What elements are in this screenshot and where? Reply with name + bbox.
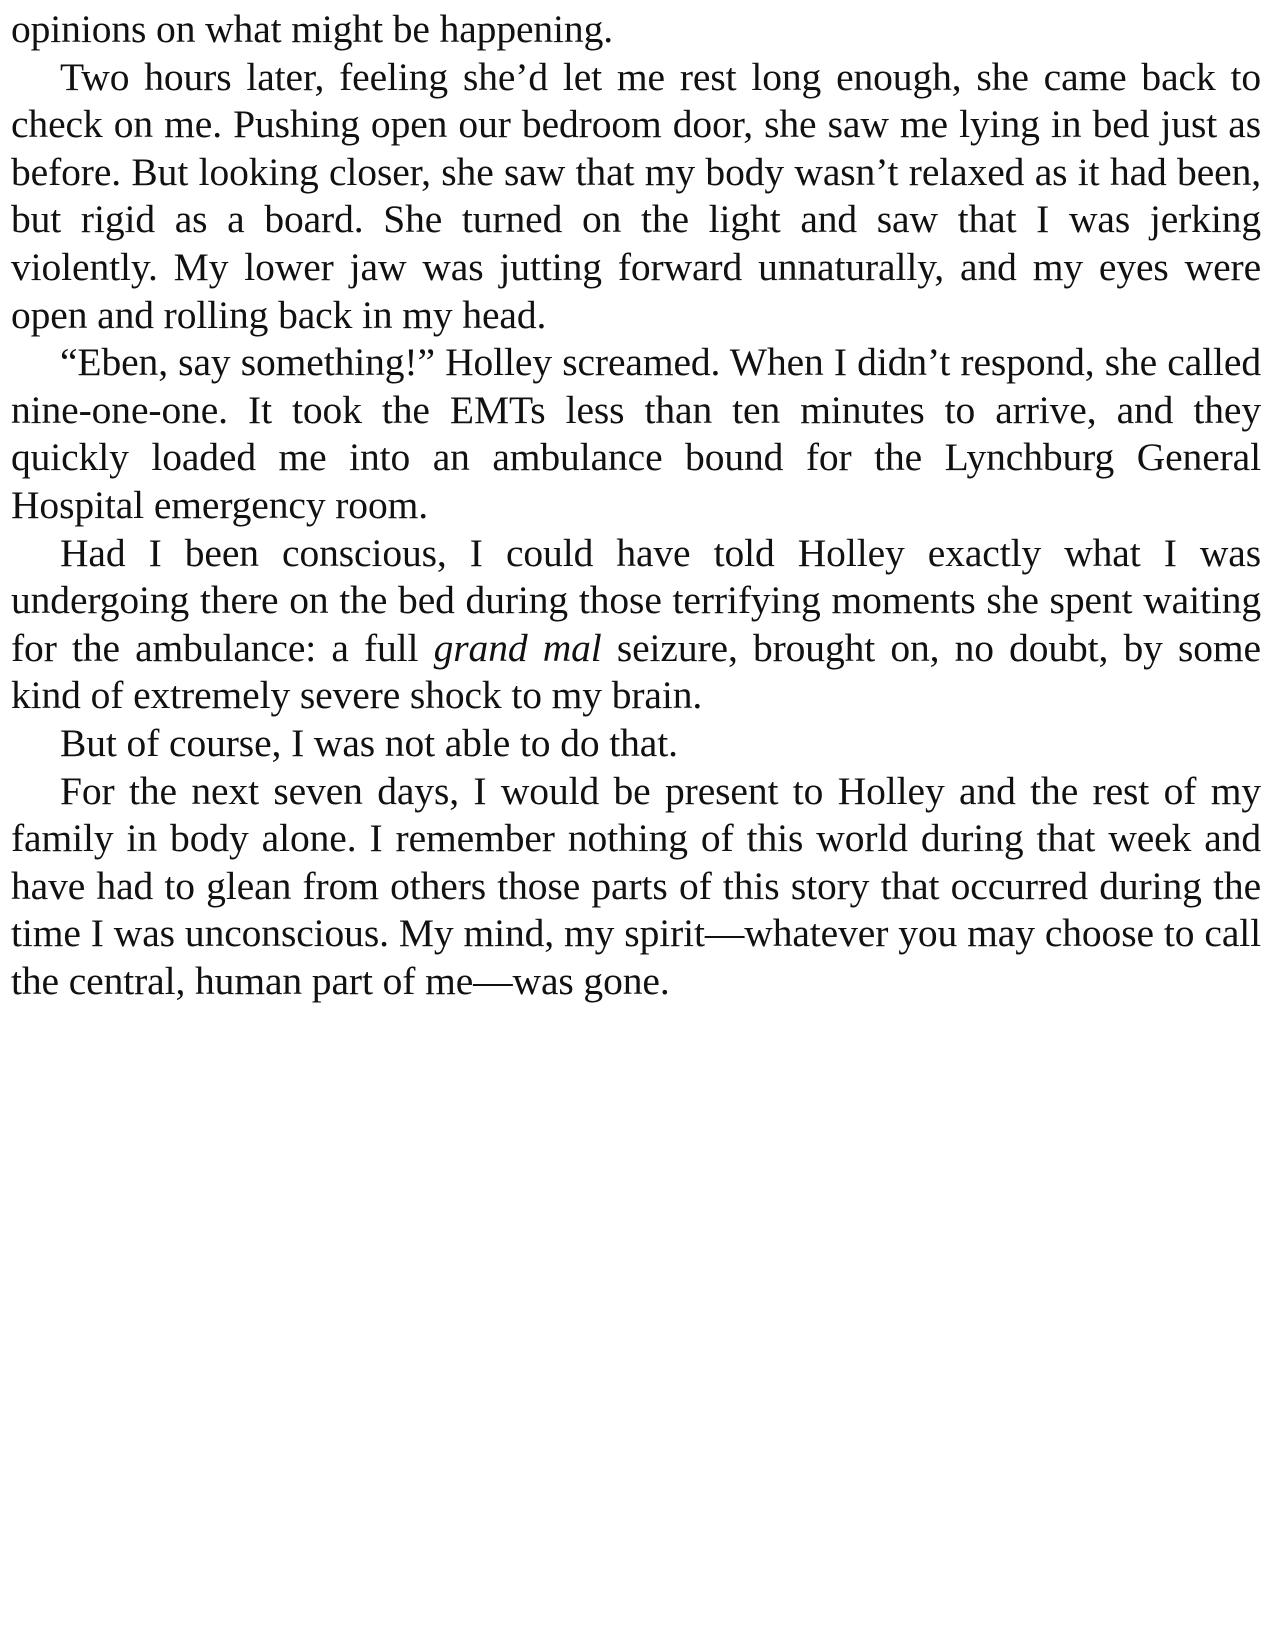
italic-term: grand mal [433,625,602,670]
paragraph-grand-mal-after: seizure, brought on, no doubt, by some kind of extremely severe shock to my brain. [11,625,1261,718]
paragraph-not-able: But of course, I was not able to do that. [60,720,678,765]
paragraph-grand-mal [11,530,1261,720]
paragraph-ambulance-call: “Eben, say something!” Holley screamed. When I didn’t respond, she called nine-one-one. It took the EMTs less than ten minutes to arrive, and they quickly loaded me into an ambulance bound for the Lynchburg General Hospital emergency room. [11,340,1261,527]
paragraph-continuation: opinions on what might be happening. [11,7,613,51]
paragraph-grand-mal-before: Had I been conscious, I could have told Holley exactly what I was undergoing there on the bed during those terrifying moments she spent waiting for the ambulance: a full [11,530,1261,670]
book-page-text [11,6,1261,1005]
paragraph-seven-days: For the next seven days, I would be present to Holley and the rest of my family in body alone. I remember nothing of this world during that week and have had to glean from others those parts of this story that occurred during the time I was unconscious. My mind, my spirit—whatever you may choose to call the central, human part of me—was gone. [11,768,1261,1003]
paragraph-seizure-discovery: Two hours later, feeling she’d let me rest long enough, she came back to check on me. Pushing open our bedroom door, she saw me lying in bed just as before. But looking closer, she saw that my body wasn’t relaxed as it had been, but rigid as a board. She turned on the light and saw that I was jerking violently. My lower jaw was jutting forward unnaturally, and my eyes were open and rolling back in my head. [11,54,1261,337]
